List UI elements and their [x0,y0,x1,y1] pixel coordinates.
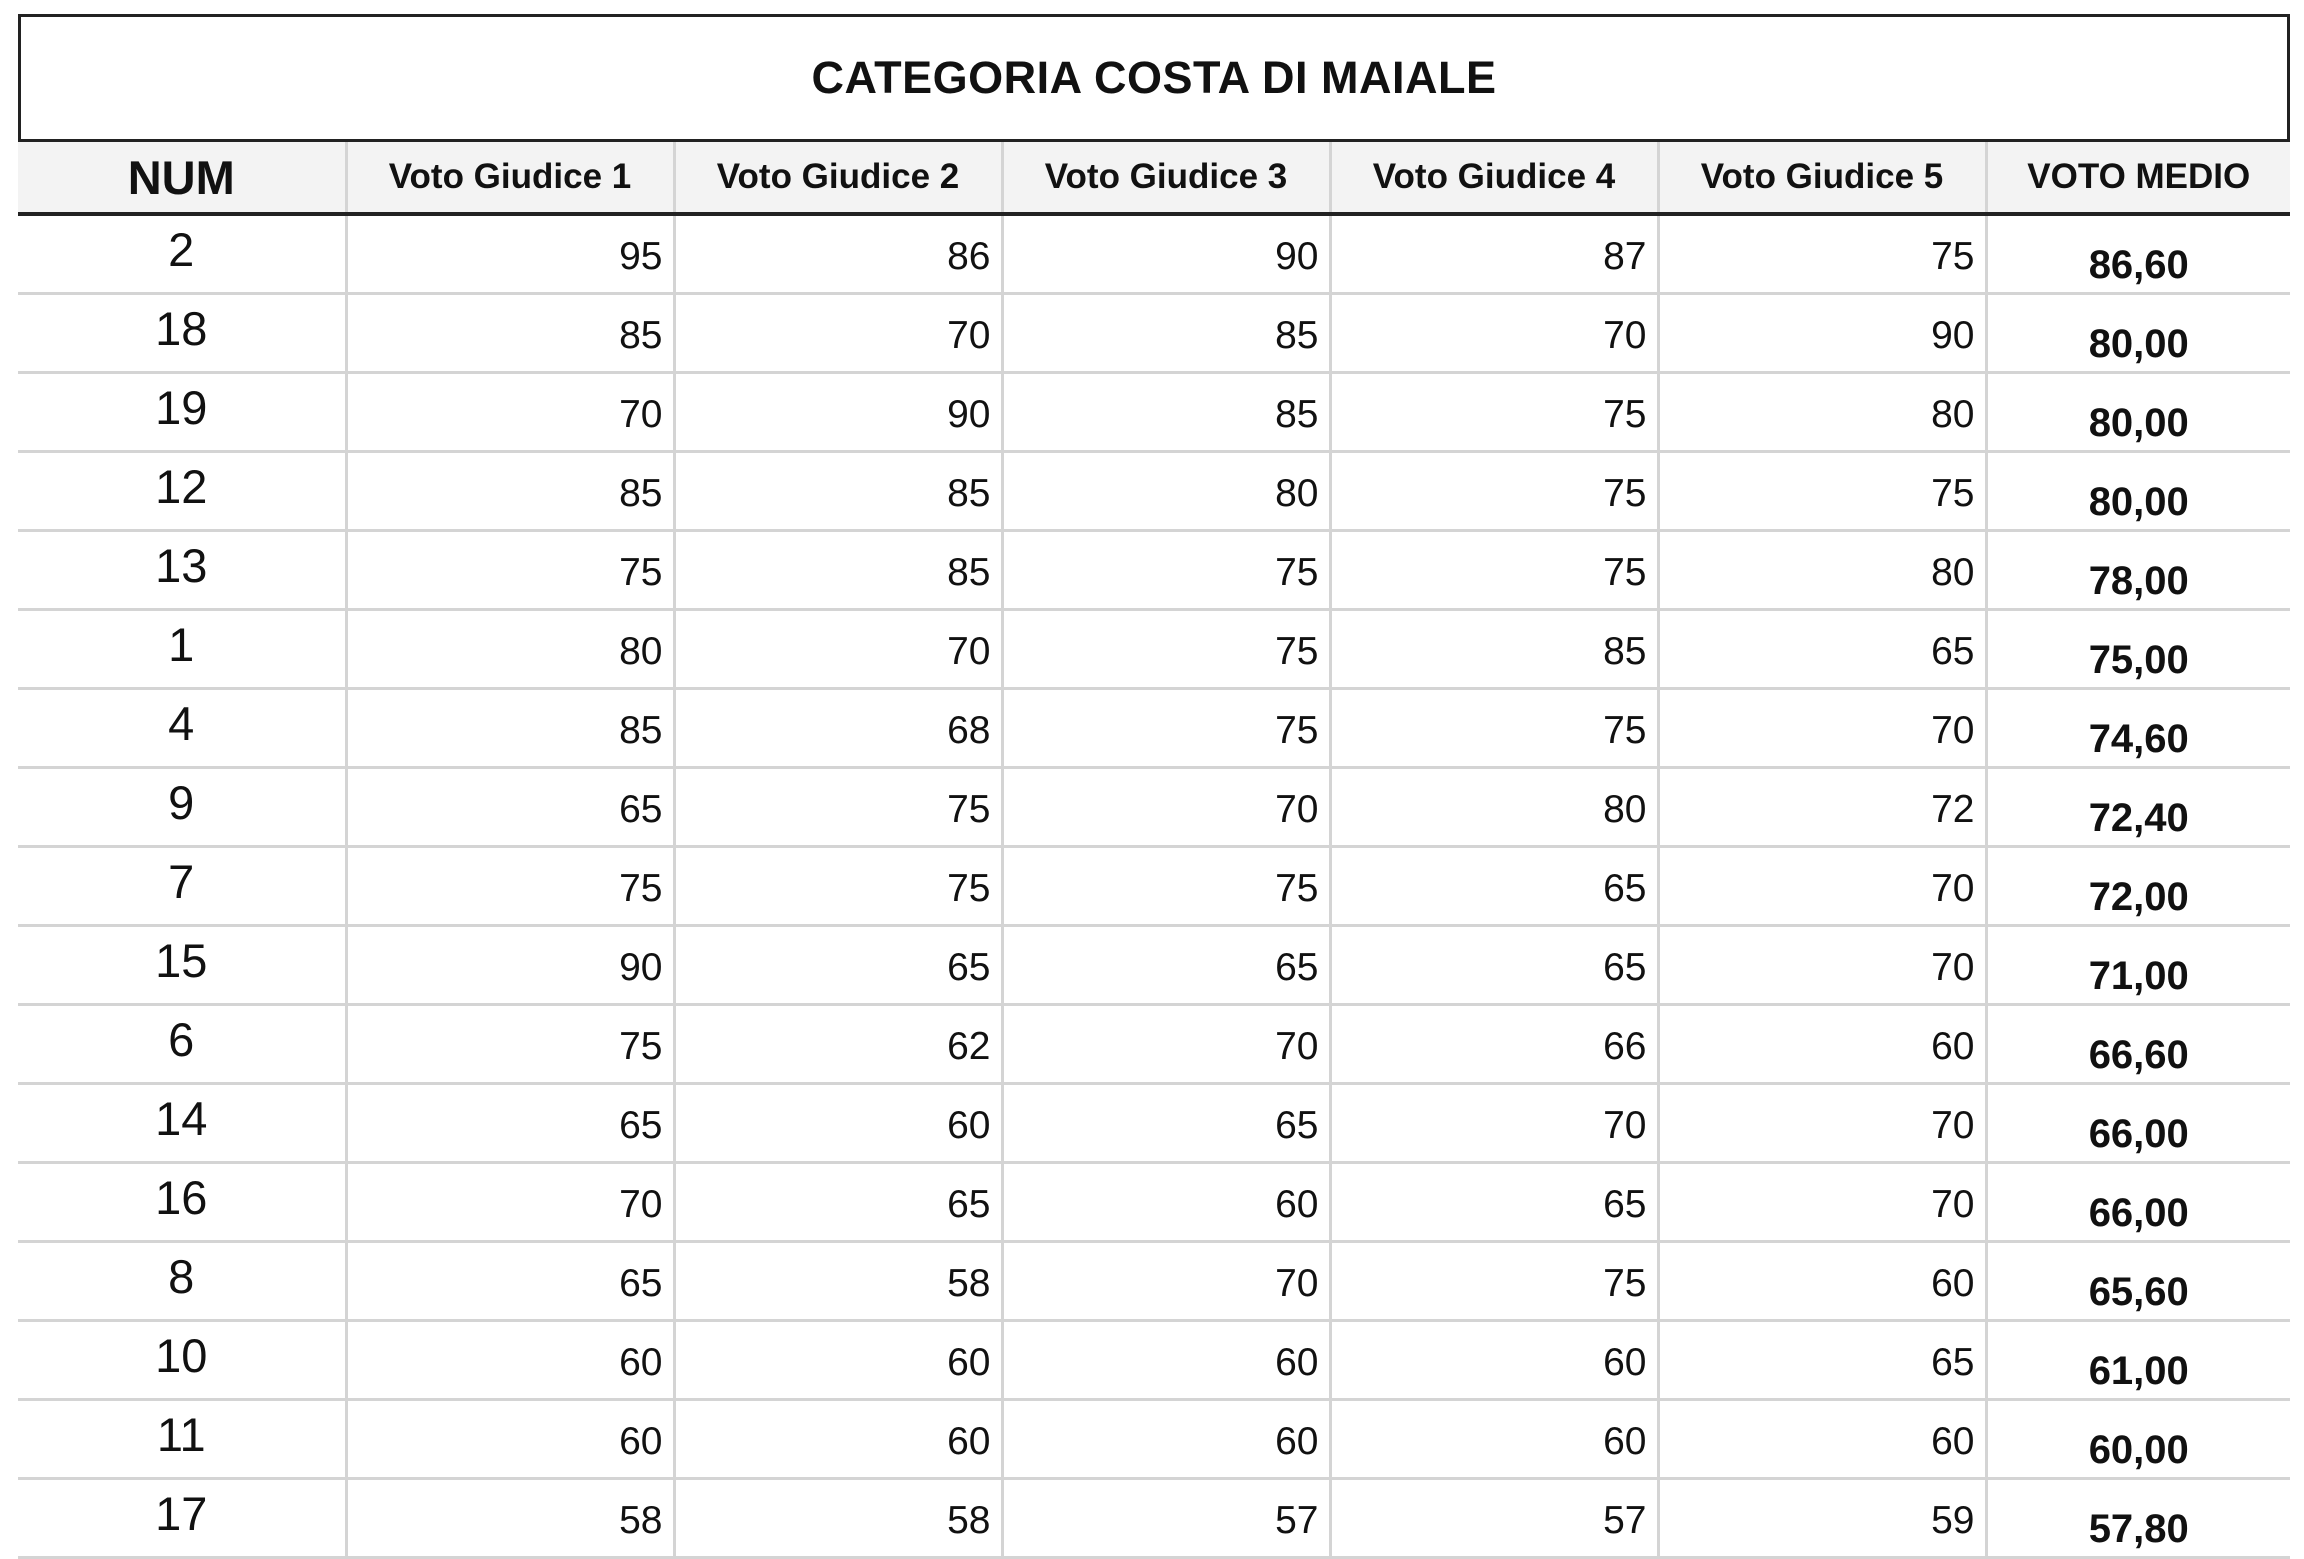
table-row [18,294,2290,373]
judge-5-score-cell: 60 [1658,1242,1986,1321]
judge-3-score-cell: 60 [1002,1321,1330,1400]
column-header-num: NUM [18,142,346,214]
judge-2-score-cell: 75 [674,768,1002,847]
judge-4-score-cell: 87 [1330,214,1658,294]
judge-3-score-cell: 65 [1002,1084,1330,1163]
average-score-cell: 80,00 [1986,294,2290,373]
judge-3-score-cell: 70 [1002,1242,1330,1321]
column-header-judge-1: Voto Giudice 1 [346,142,674,214]
judge-4-score-cell: 85 [1330,610,1658,689]
table-row [18,452,2290,531]
judge-1-score-cell: 65 [346,1084,674,1163]
judge-5-score-cell: 60 [1658,1400,1986,1479]
entry-number-cell: 17 [18,1479,346,1558]
entry-number-cell: 19 [18,373,346,452]
table-row [18,1242,2290,1321]
judge-1-score-cell: 70 [346,1163,674,1242]
table-row [18,689,2290,768]
judge-3-score-cell: 75 [1002,689,1330,768]
judge-4-score-cell: 65 [1330,847,1658,926]
average-score-cell: 75,00 [1986,610,2290,689]
title-box [18,14,2290,142]
judge-2-score-cell: 60 [674,1321,1002,1400]
judge-2-score-cell: 90 [674,373,1002,452]
judge-2-score-cell: 85 [674,531,1002,610]
judge-5-score-cell: 70 [1658,1163,1986,1242]
judge-1-score-cell: 65 [346,768,674,847]
page-title: CATEGORIA COSTA DI MAIALE [811,52,1497,103]
table-row [18,847,2290,926]
table-row [18,1084,2290,1163]
judge-3-score-cell: 60 [1002,1163,1330,1242]
judge-5-score-cell: 59 [1658,1479,1986,1558]
judge-1-score-cell: 85 [346,294,674,373]
judge-5-score-cell: 72 [1658,768,1986,847]
column-header-average: VOTO MEDIO [1986,142,2290,214]
entry-number-cell: 8 [18,1242,346,1321]
judge-1-score-cell: 90 [346,926,674,1005]
judge-2-score-cell: 65 [674,926,1002,1005]
average-score-cell: 57,80 [1986,1479,2290,1558]
entry-number-cell: 1 [18,610,346,689]
table-row [18,1005,2290,1084]
entry-number-cell: 18 [18,294,346,373]
table-row [18,1321,2290,1400]
judge-1-score-cell: 95 [346,214,674,294]
judge-3-score-cell: 90 [1002,214,1330,294]
table-row [18,373,2290,452]
judge-5-score-cell: 70 [1658,689,1986,768]
entry-number-cell: 10 [18,1321,346,1400]
judge-4-score-cell: 70 [1330,294,1658,373]
average-score-cell: 74,60 [1986,689,2290,768]
table-row [18,926,2290,1005]
table-body [18,214,2290,1558]
judge-4-score-cell: 57 [1330,1479,1658,1558]
judge-2-score-cell: 62 [674,1005,1002,1084]
judge-4-score-cell: 65 [1330,1163,1658,1242]
judge-5-score-cell: 70 [1658,847,1986,926]
judge-2-score-cell: 58 [674,1242,1002,1321]
judge-1-score-cell: 80 [346,610,674,689]
judge-5-score-cell: 60 [1658,1005,1986,1084]
judge-5-score-cell: 75 [1658,214,1986,294]
judge-3-score-cell: 75 [1002,847,1330,926]
judge-3-score-cell: 57 [1002,1479,1330,1558]
judge-3-score-cell: 65 [1002,926,1330,1005]
entry-number-cell: 9 [18,768,346,847]
table-row [18,214,2290,294]
average-score-cell: 86,60 [1986,214,2290,294]
judge-5-score-cell: 65 [1658,1321,1986,1400]
average-score-cell: 60,00 [1986,1400,2290,1479]
entry-number-cell: 13 [18,531,346,610]
judge-2-score-cell: 70 [674,294,1002,373]
judge-4-score-cell: 75 [1330,1242,1658,1321]
judge-3-score-cell: 80 [1002,452,1330,531]
judge-5-score-cell: 65 [1658,610,1986,689]
entry-number-cell: 11 [18,1400,346,1479]
judge-4-score-cell: 70 [1330,1084,1658,1163]
judge-1-score-cell: 65 [346,1242,674,1321]
column-header-judge-4: Voto Giudice 4 [1330,142,1658,214]
judge-4-score-cell: 75 [1330,452,1658,531]
judge-4-score-cell: 75 [1330,531,1658,610]
judge-5-score-cell: 90 [1658,294,1986,373]
judge-1-score-cell: 58 [346,1479,674,1558]
judge-3-score-cell: 85 [1002,373,1330,452]
table-row [18,1400,2290,1479]
judge-2-score-cell: 85 [674,452,1002,531]
average-score-cell: 78,00 [1986,531,2290,610]
column-header-judge-3: Voto Giudice 3 [1002,142,1330,214]
judge-4-score-cell: 75 [1330,689,1658,768]
judge-5-score-cell: 75 [1658,452,1986,531]
table-row [18,768,2290,847]
entry-number-cell: 6 [18,1005,346,1084]
entry-number-cell: 14 [18,1084,346,1163]
judge-2-score-cell: 60 [674,1400,1002,1479]
column-header-judge-2: Voto Giudice 2 [674,142,1002,214]
judge-4-score-cell: 60 [1330,1321,1658,1400]
judge-2-score-cell: 86 [674,214,1002,294]
judge-3-score-cell: 70 [1002,1005,1330,1084]
judge-2-score-cell: 65 [674,1163,1002,1242]
average-score-cell: 80,00 [1986,373,2290,452]
average-score-cell: 65,60 [1986,1242,2290,1321]
judge-2-score-cell: 58 [674,1479,1002,1558]
average-score-cell: 71,00 [1986,926,2290,1005]
judge-3-score-cell: 75 [1002,531,1330,610]
judge-5-score-cell: 80 [1658,373,1986,452]
table-row [18,1479,2290,1558]
judge-3-score-cell: 75 [1002,610,1330,689]
judge-2-score-cell: 60 [674,1084,1002,1163]
entry-number-cell: 12 [18,452,346,531]
judge-1-score-cell: 75 [346,531,674,610]
table-row [18,1163,2290,1242]
judge-4-score-cell: 60 [1330,1400,1658,1479]
judge-1-score-cell: 60 [346,1321,674,1400]
judge-1-score-cell: 75 [346,1005,674,1084]
average-score-cell: 66,00 [1986,1084,2290,1163]
judge-1-score-cell: 75 [346,847,674,926]
judge-4-score-cell: 66 [1330,1005,1658,1084]
score-table [18,142,2290,1559]
average-score-cell: 61,00 [1986,1321,2290,1400]
average-score-cell: 66,00 [1986,1163,2290,1242]
table-row [18,610,2290,689]
entry-number-cell: 4 [18,689,346,768]
score-sheet [18,14,2290,1559]
average-score-cell: 80,00 [1986,452,2290,531]
average-score-cell: 72,00 [1986,847,2290,926]
judge-5-score-cell: 70 [1658,1084,1986,1163]
judge-3-score-cell: 60 [1002,1400,1330,1479]
judge-5-score-cell: 80 [1658,531,1986,610]
judge-4-score-cell: 75 [1330,373,1658,452]
table-row [18,531,2290,610]
judge-1-score-cell: 70 [346,373,674,452]
judge-1-score-cell: 60 [346,1400,674,1479]
judge-2-score-cell: 75 [674,847,1002,926]
judge-5-score-cell: 70 [1658,926,1986,1005]
judge-4-score-cell: 65 [1330,926,1658,1005]
judge-2-score-cell: 70 [674,610,1002,689]
average-score-cell: 72,40 [1986,768,2290,847]
entry-number-cell: 16 [18,1163,346,1242]
judge-1-score-cell: 85 [346,452,674,531]
judge-3-score-cell: 85 [1002,294,1330,373]
entry-number-cell: 7 [18,847,346,926]
header-row [18,142,2290,214]
judge-3-score-cell: 70 [1002,768,1330,847]
column-header-judge-5: Voto Giudice 5 [1658,142,1986,214]
entry-number-cell: 2 [18,214,346,294]
judge-2-score-cell: 68 [674,689,1002,768]
judge-4-score-cell: 80 [1330,768,1658,847]
entry-number-cell: 15 [18,926,346,1005]
judge-1-score-cell: 85 [346,689,674,768]
average-score-cell: 66,60 [1986,1005,2290,1084]
